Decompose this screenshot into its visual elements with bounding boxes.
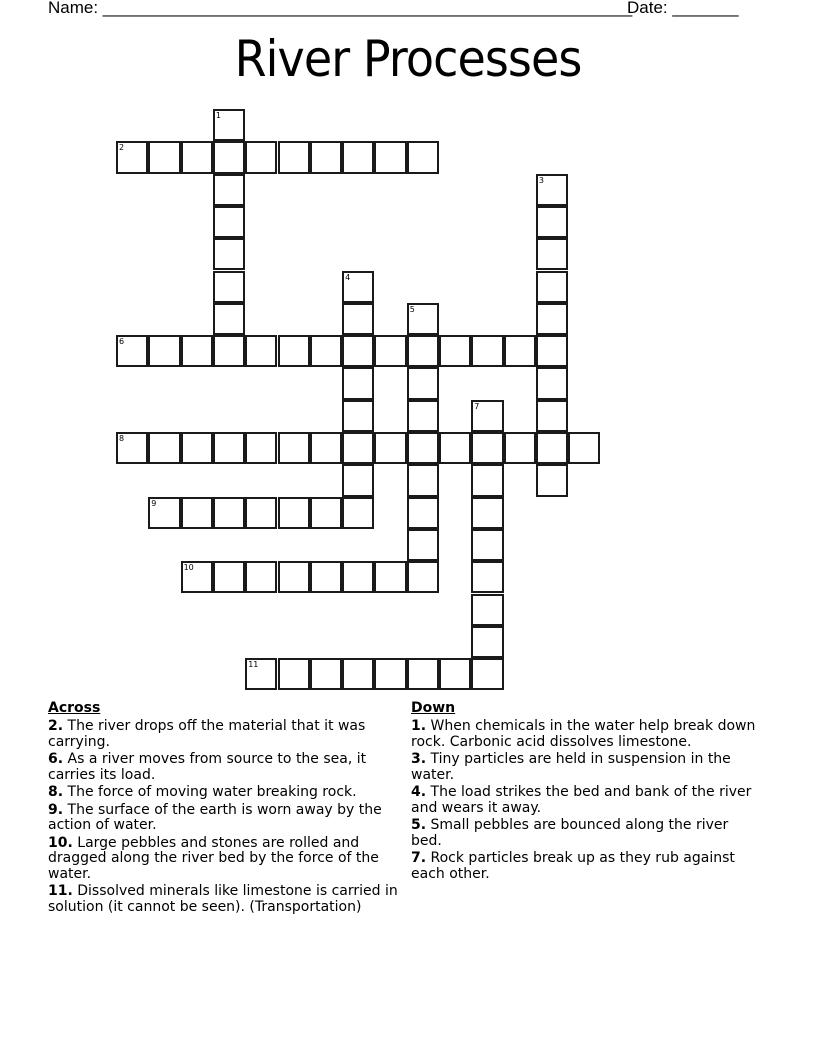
crossword-cell[interactable] — [310, 561, 342, 593]
crossword-cell[interactable] — [342, 561, 374, 593]
clue-number: 9. — [48, 801, 64, 818]
clue-number: 7. — [411, 850, 427, 866]
crossword-cell[interactable] — [407, 303, 439, 335]
crossword-cell[interactable] — [213, 335, 245, 367]
crossword-cell[interactable] — [278, 141, 310, 173]
crossword-cell[interactable] — [342, 271, 374, 303]
page-title: River Processes — [234, 30, 582, 88]
crossword-cell[interactable] — [536, 335, 568, 367]
clue-number-label: 4 — [345, 272, 351, 282]
crossword-cell[interactable] — [471, 464, 503, 496]
clue-number: 3. — [411, 751, 427, 767]
crossword-cell[interactable] — [213, 271, 245, 303]
clue-down-3 — [411, 752, 756, 783]
crossword-cell[interactable] — [245, 561, 277, 593]
name-field-label: Name: ________________________________________________________ — [48, 0, 633, 17]
crossword-cell[interactable] — [536, 464, 568, 496]
clue-across-11 — [48, 884, 403, 915]
clue-text: The surface of the earth is worn away by the action of water. — [48, 801, 382, 833]
crossword-cell[interactable] — [439, 335, 471, 367]
crossword-cell[interactable] — [471, 432, 503, 464]
crossword-cell[interactable] — [310, 432, 342, 464]
clue-text: The river drops off the material that it was carrying. — [48, 718, 366, 750]
down-heading: Down — [411, 700, 456, 716]
crossword-cell[interactable] — [342, 335, 374, 367]
crossword-cell[interactable] — [407, 141, 439, 173]
crossword-cell[interactable] — [407, 335, 439, 367]
clue-text: The force of moving water breaking rock. — [67, 784, 357, 800]
crossword-cell[interactable] — [278, 658, 310, 690]
clue-number-label: 9 — [151, 498, 157, 508]
crossword-cell[interactable] — [407, 497, 439, 529]
crossword-cell[interactable] — [407, 432, 439, 464]
clue-down-5 — [411, 818, 756, 849]
clue-across-8 — [48, 785, 403, 801]
crossword-cell[interactable] — [536, 271, 568, 303]
crossword-cell[interactable] — [278, 561, 310, 593]
crossword-cell[interactable] — [213, 174, 245, 206]
crossword-cell[interactable] — [374, 335, 406, 367]
clue-down-4 — [411, 785, 756, 816]
crossword-cell[interactable] — [439, 658, 471, 690]
clue-text: Dissolved minerals like limestone is carried in solution (it cannot be seen). (Transportation) — [48, 883, 398, 915]
crossword-cell[interactable] — [181, 335, 213, 367]
clue-number-label: 8 — [119, 434, 125, 443]
crossword-cell[interactable] — [536, 303, 568, 335]
crossword-cell[interactable] — [407, 400, 439, 432]
clue-text: Small pebbles are bounced along the river bed. — [411, 817, 729, 849]
crossword-cell[interactable] — [342, 497, 374, 529]
crossword-cell[interactable] — [407, 529, 439, 561]
crossword-cell[interactable] — [471, 626, 503, 658]
crossword-cell[interactable] — [342, 367, 374, 399]
clue-number-label: 2 — [119, 143, 125, 153]
crossword-cell[interactable] — [245, 497, 277, 529]
crossword-cell[interactable] — [342, 658, 374, 690]
crossword-cell[interactable] — [310, 658, 342, 690]
clue-across-2 — [48, 719, 403, 750]
crossword-cell[interactable] — [536, 367, 568, 399]
clue-number-label: 7 — [474, 401, 480, 411]
crossword-cell[interactable] — [148, 335, 180, 367]
crossword-cell[interactable] — [342, 432, 374, 464]
clue-across-6 — [48, 752, 403, 783]
crossword-cell[interactable] — [213, 432, 245, 464]
crossword-cell[interactable] — [536, 238, 568, 270]
crossword-cell[interactable] — [181, 497, 213, 529]
crossword-cell[interactable] — [213, 206, 245, 238]
clue-text: As a river moves from source to the sea, it carries its load. — [48, 751, 367, 783]
clue-number: 6. — [48, 751, 64, 767]
clue-number-label: 6 — [119, 337, 125, 347]
crossword-cell[interactable] — [374, 432, 406, 464]
clue-text: Tiny particles are held in suspension in the water. — [411, 751, 731, 783]
crossword-cell[interactable] — [471, 335, 503, 367]
clue-number-label: 10 — [183, 563, 194, 573]
crossword-cell[interactable] — [374, 658, 406, 690]
crossword-cell[interactable] — [504, 432, 536, 464]
clue-number: 1. — [411, 718, 427, 734]
clue-across-9 — [48, 803, 403, 834]
clue-number: 10. — [48, 834, 73, 851]
clue-number: 5. — [411, 817, 427, 833]
crossword-cell[interactable] — [116, 141, 148, 173]
crossword-cell[interactable] — [213, 141, 245, 173]
crossword-cell[interactable] — [148, 141, 180, 173]
crossword-cell[interactable] — [213, 561, 245, 593]
crossword-cell[interactable] — [310, 335, 342, 367]
clue-number-label: 1 — [215, 111, 221, 120]
crossword-cell[interactable] — [471, 561, 503, 593]
crossword-cell[interactable] — [568, 432, 600, 464]
date-field-label: Date: _______ — [627, 0, 739, 17]
crossword-cell[interactable] — [116, 335, 148, 367]
clue-number: 4. — [411, 784, 427, 800]
crossword-cell[interactable] — [245, 335, 277, 367]
crossword-cell[interactable] — [278, 432, 310, 464]
crossword-cell[interactable] — [407, 658, 439, 690]
crossword-cell[interactable] — [310, 497, 342, 529]
crossword-cell[interactable] — [536, 400, 568, 432]
crossword-cell[interactable] — [245, 658, 277, 690]
across-heading: Across — [48, 700, 101, 716]
crossword-cell[interactable] — [116, 432, 148, 464]
crossword-cell[interactable] — [148, 497, 180, 529]
crossword-cell[interactable] — [342, 303, 374, 335]
crossword-cell[interactable] — [213, 109, 245, 141]
clue-text: Large pebbles and stones are rolled and dragged along the river bed by the force of the water. — [48, 834, 379, 882]
crossword-cell[interactable] — [310, 141, 342, 173]
crossword-cell[interactable] — [181, 432, 213, 464]
crossword-cell[interactable] — [407, 367, 439, 399]
clue-across-10 — [48, 836, 403, 883]
crossword-cell[interactable] — [181, 561, 213, 593]
clue-down-1 — [411, 719, 756, 750]
crossword-cell[interactable] — [213, 303, 245, 335]
crossword-cell[interactable] — [213, 238, 245, 270]
crossword-cell[interactable] — [213, 497, 245, 529]
crossword-cell[interactable] — [245, 432, 277, 464]
clue-number: 2. — [48, 718, 64, 734]
crossword-cell[interactable] — [536, 432, 568, 464]
crossword-cell[interactable] — [374, 561, 406, 593]
crossword-cell[interactable] — [374, 141, 406, 173]
clue-number-label: 3 — [538, 175, 544, 185]
crossword-cell[interactable] — [471, 400, 503, 432]
crossword-cell[interactable] — [439, 432, 471, 464]
crossword-cell[interactable] — [278, 497, 310, 529]
crossword-cell[interactable] — [471, 497, 503, 529]
clue-number-label: 5 — [409, 304, 415, 314]
crossword-cell[interactable] — [148, 432, 180, 464]
crossword-cell[interactable] — [342, 464, 374, 496]
crossword-cell[interactable] — [278, 335, 310, 367]
clue-text: The load strikes the bed and bank of the river and wears it away. — [411, 784, 752, 816]
clue-number: 8. — [48, 784, 64, 800]
down-clues — [411, 700, 756, 884]
clue-number-label: 11 — [248, 660, 259, 670]
crossword-cell[interactable] — [407, 464, 439, 496]
crossword-cell[interactable] — [536, 206, 568, 238]
crossword-cell[interactable] — [536, 174, 568, 206]
crossword-cell[interactable] — [471, 658, 503, 690]
crossword-cell[interactable] — [342, 400, 374, 432]
crossword-cell[interactable] — [407, 561, 439, 593]
clue-text: When chemicals in the water help break down rock. Carbonic acid dissolves limestone. — [411, 718, 756, 750]
crossword-cell[interactable] — [181, 141, 213, 173]
crossword-cell[interactable] — [245, 141, 277, 173]
clue-down-7 — [411, 851, 756, 882]
clue-text: Rock particles break up as they rub against each other. — [411, 850, 735, 882]
crossword-cell[interactable] — [471, 594, 503, 626]
clue-number: 11. — [48, 883, 73, 899]
crossword-cell[interactable] — [471, 529, 503, 561]
crossword-cell[interactable] — [342, 141, 374, 173]
across-clues — [48, 700, 403, 917]
crossword-cell[interactable] — [504, 335, 536, 367]
